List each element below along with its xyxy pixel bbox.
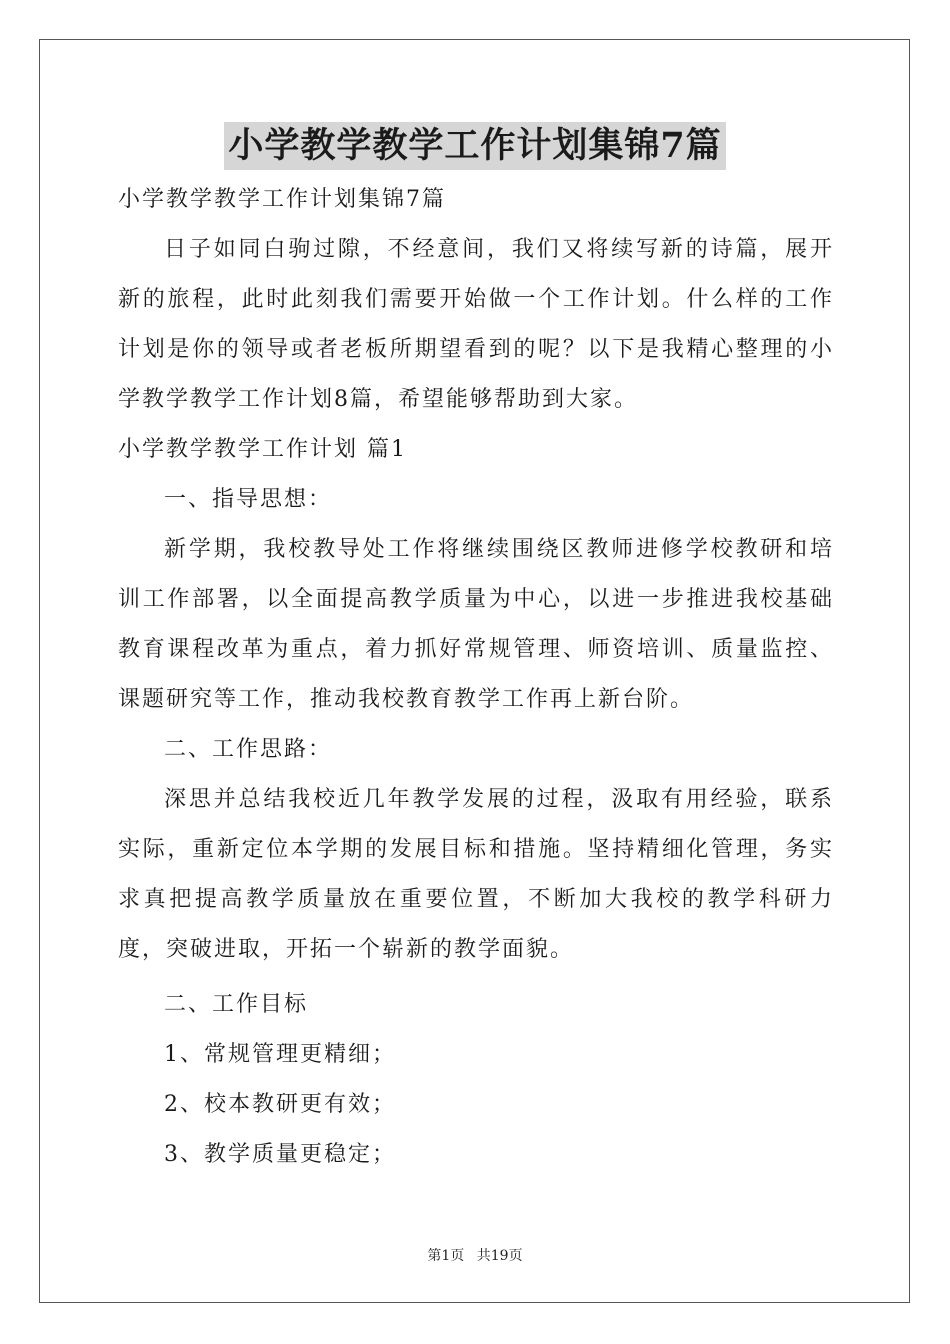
title-container — [0, 122, 950, 170]
heading-work-goals: 二、工作目标 — [164, 992, 309, 1017]
page-number: 第1页 — [427, 1248, 465, 1264]
document-title: 小学教学教学工作计划集锦7篇 — [224, 122, 725, 170]
document-body — [118, 175, 834, 1180]
page-footer — [0, 1246, 950, 1266]
document-subtitle: 小学教学教学工作计划集锦7篇 — [118, 187, 446, 212]
paragraph-guiding-thought: 新学期，我校教导处工作将继续围绕区教师进修学校教研和培训工作部署，以全面提高教学质量为中心，以进一步推进我校基础教育课程改革为重点，着力抓好常规管理、师资培训、质量监控、课题研究等工作，推动我校教育教学工作再上新台阶。 — [118, 537, 834, 712]
goal-item: 3、教学质量更稳定； — [164, 1142, 396, 1167]
paragraph-work-approach: 深思并总结我校近几年教学发展的过程，汲取有用经验，联系实际，重新定位本学期的发展目标和措施。坚持精细化管理，务实求真把提高教学质量放在重要位置，不断加大我校的教学科研力度，突破进取，开拓一个崭新的教学面貌。 — [118, 787, 834, 962]
heading-guiding-thought: 一、指导思想： — [164, 487, 333, 512]
goal-item: 1、常规管理更精细； — [164, 1042, 396, 1067]
intro-paragraph: 日子如同白驹过隙，不经意间，我们又将续写新的诗篇，展开新的旅程，此时此刻我们需要开始做一个工作计划。什么样的工作计划是你的领导或者老板所期望看到的呢？以下是我精心整理的小学教学教学工作计划8篇，希望能够帮助到大家。 — [118, 237, 834, 412]
goal-item: 2、校本教研更有效； — [164, 1092, 396, 1117]
heading-work-approach: 二、工作思路： — [164, 737, 333, 762]
total-pages: 共19页 — [476, 1248, 523, 1264]
section-title: 小学教学教学工作计划 篇1 — [118, 437, 407, 462]
